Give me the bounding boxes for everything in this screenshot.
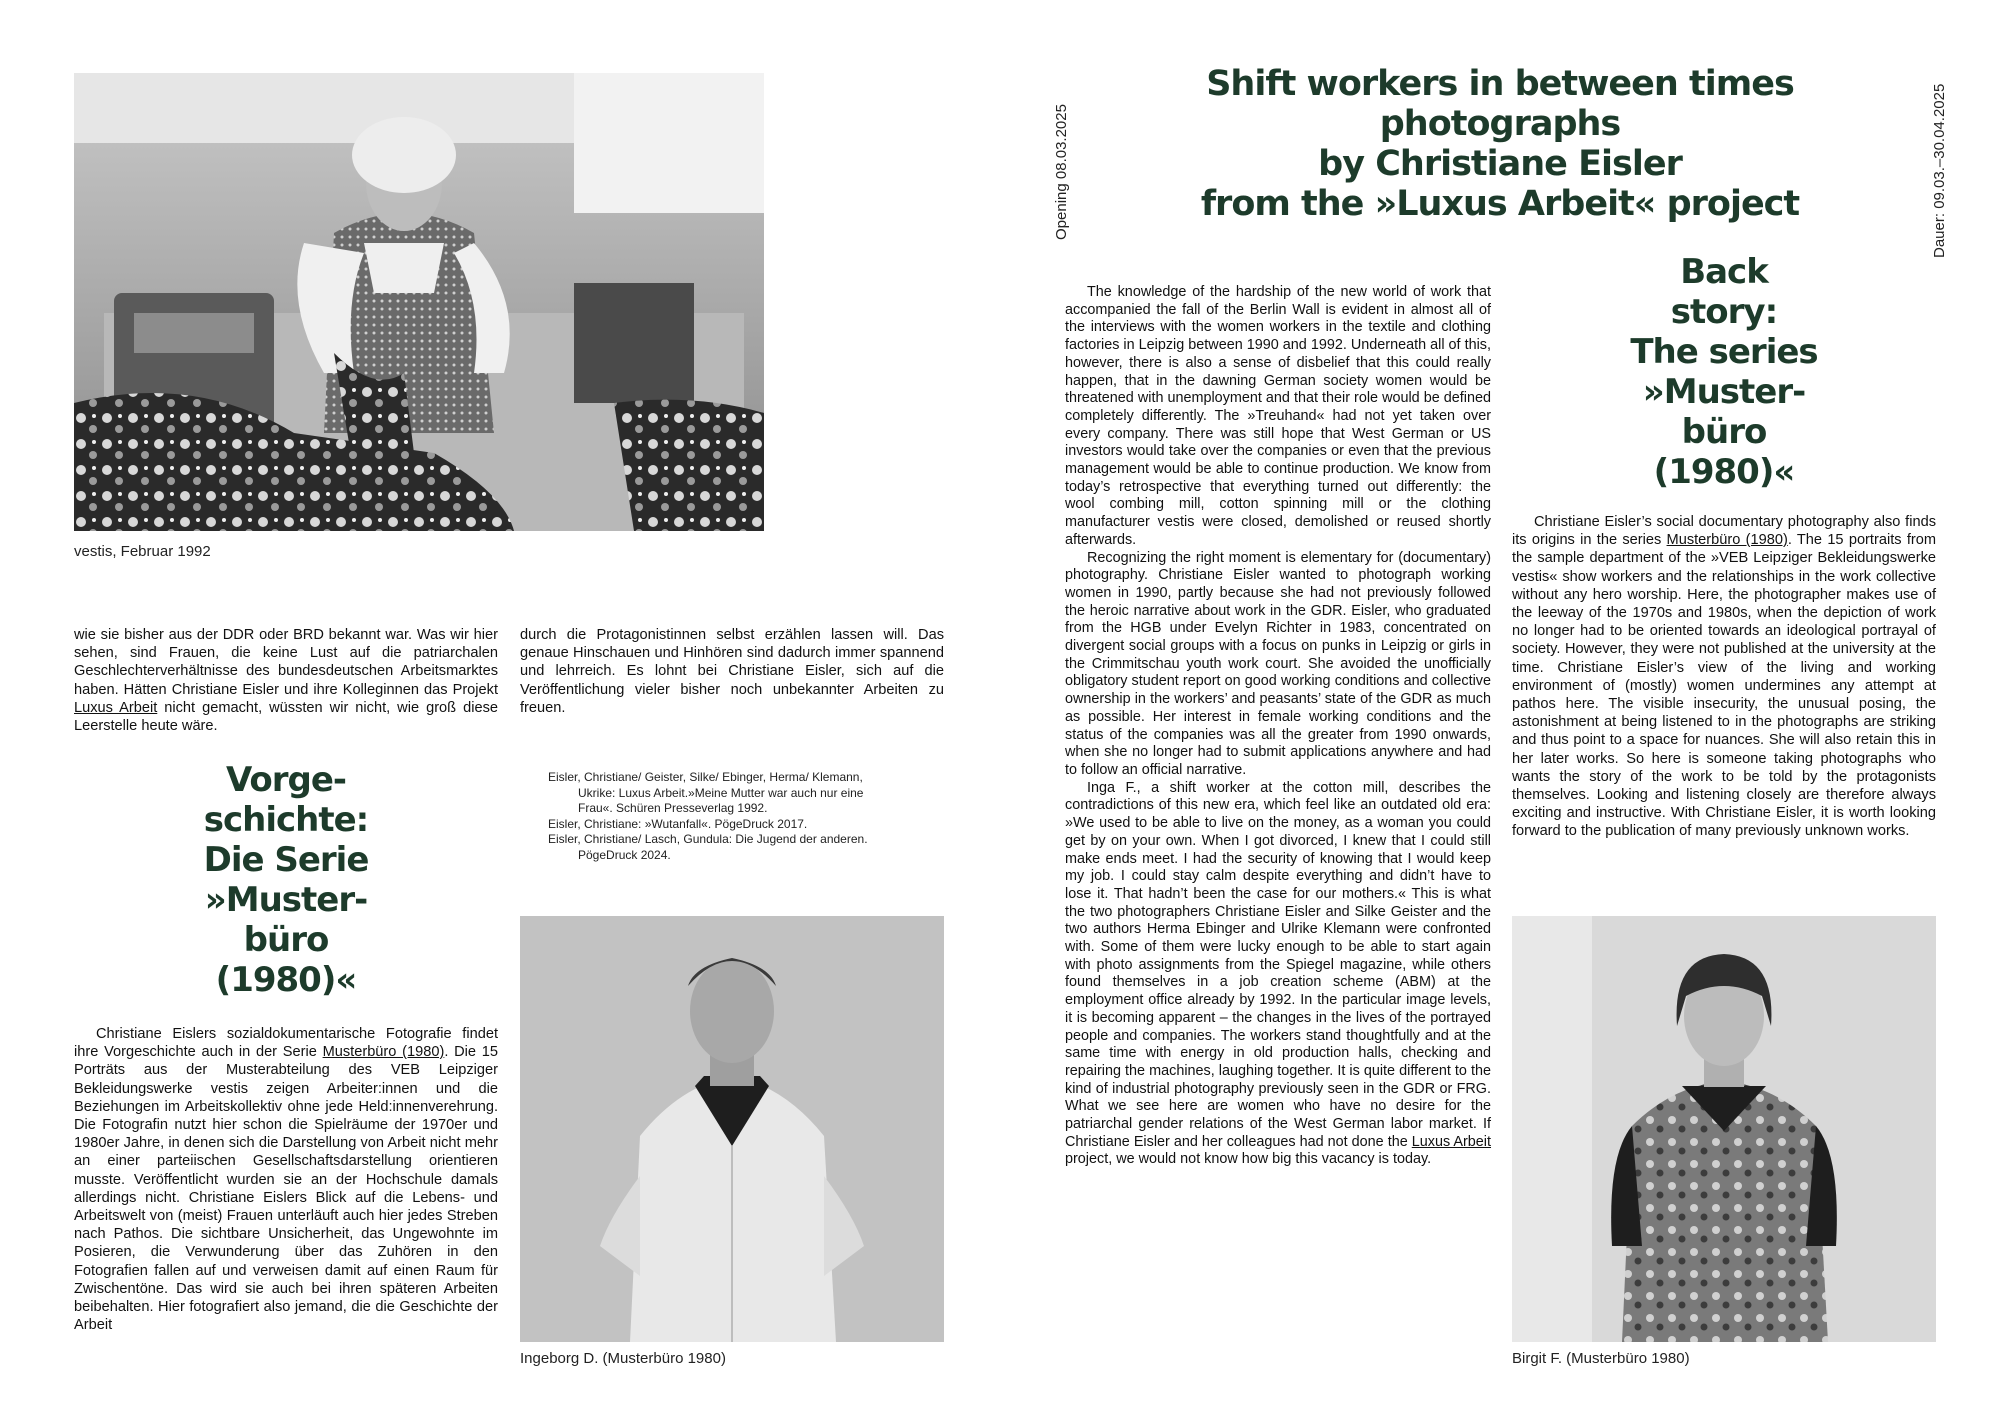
photo-birgit (1512, 916, 1936, 1342)
heading-line: büro (1681, 412, 1767, 452)
heading-line: büro (243, 920, 329, 960)
heading-line: story: (1670, 292, 1778, 332)
left-col1-paragraph: wie sie bisher aus der DDR oder BRD bekannt war. Was wir hier sehen, sind Frauen, die keine Lust auf die patriarchalen Geschlechterverhältnisse des bundesdeutschen Arbeitsmarktes haben. Hätten Christiane Eisler und ihre Kolleginnen das Projekt (74, 627, 498, 698)
main-paragraph-3: Inga F., a shift worker at the cotton mill, describes the contradictions of this new era, which feel like an outdated old era: »We used to be able to live on the money, as a woman you could get by on your own. When I got divorced, I knew that I could still make ends meet. I had the security of knowing that I would keep my job. I could stay calm despite everything and didn’t have to lose it. That hadn’t been the case for our mothers.« This is what the two photographers Christiane Eisler and Silke Geister and the two authors Herma Ebinger and Ulrike Klemann were confronted with. Some of them were lucky enough to be able to start again with photo assignments from the Spiegel magazine, while others found themselves in a job creation scheme (ABM) at the employment office already by 1992. In the particular image levels, it is becoming apparent – the changes in the lives of the portrayed people and companies. The workers stand thoughtfully and at the same time with energy in old production halls, checking and repairing the machines, laughing together. It is quite different to the kind of industrial photography previously seen in the GDR or FRG. What we see here are women who have no desire for the patriarchal gender relations of the West German labor market. If Christiane Eisler and her colleagues had not done the (1065, 779, 1491, 1150)
title-line: by Christiane Eisler (1318, 144, 1682, 184)
photo-seamstress (74, 73, 764, 531)
main-english-text (1065, 284, 1491, 1169)
vorgeschichte-rest: . Die 15 Porträts aus der Musterabteilung des VEB Leipziger Bekleidungswerke vestis zeigen Arbeiter:innen und die Beziehungen im Arbeitskollektiv ohne jede Held:innenverehrung. Die Fotografin nutzt hier schon die Spielräume der 1970er und 1980er Jahre, in denen sich die Darstellung von Arbeit nicht mehr an einer parteiischen Gesellschaftsdarstellung orientieren musste. Veröffentlicht wurden sie an der Hochschule damals allerdings nicht. Christiane Eislers Blick auf die Lebens- und Arbeitswelt von (meist) Frauen unterläuft auch hier jedes Streben nach Pathos. Die sichtbare Unsicherheit, das Ungewohnte im Posieren, die Verwunderung über das Zuhören in den Fotografien fallen auf und verweisen damit auf einen Raum für Zwischentöne. Das wird sie auch bei ihren späteren Arbeiten beibehalten. Hier fotografiert also jemand, die die Geschichte der Arbeit (74, 1044, 498, 1334)
references-list (548, 770, 888, 863)
main-paragraph-2: Recognizing the right moment is elementary for (documentary) photography. Christiane Eisler wanted to photograph working women in 1990, partly because she had not previously followed the heroic narrative about work in the GDR. Eisler, who graduated from the HGB under Evelyn Richter in 1983, concentrated on divergent social groups with a focus on punks in Leipzig or girls in the Crimmitschau youth work court. She avoided the unofficially obligatory student report on good working conditions and collective ownership in the workers’ and peasants’ state of the GDR as much as possible. Her interest in female working conditions and the status of the companies was all the greater from 1990 onwards, when she no longer had to submit applications anywhere and had to follow an official narrative. (1065, 549, 1491, 778)
caption-top-photo: vestis, Februar 1992 (74, 543, 211, 560)
link-musterbuero-de[interactable]: Musterbüro (1980) (322, 1044, 445, 1061)
left-col1-paragraph-end: nicht gemacht, wüssten wir nicht, wie groß diese Leerstelle heute wäre. (74, 699, 498, 735)
link-luxus-arbeit-de[interactable]: Luxus Arbeit (74, 699, 158, 716)
vorgeschichte-start: Christiane Eislers sozialdokumentarische Fotografie findet ihre Vorgeschichte auch in der Serie (74, 1026, 498, 1061)
heading-line: »Muster- (1642, 372, 1806, 412)
heading-line: (1980)« (215, 960, 357, 1000)
title-line: Shift workers in between times (1206, 64, 1794, 104)
heading-vorgeschichte (74, 760, 498, 1000)
heading-line: The series (1630, 332, 1818, 372)
left-col2-paragraph: durch die Protagonistinnen selbst erzählen lassen will. Das genaue Hinschauen und Hinhören sind dadurch immer spannend und lehrreich. Es lohnt bei Christiane Eisler, sich auf die Veröffentlichung vieler bisher noch unbekannter Arbeiten zu freuen. (520, 627, 944, 716)
title-line: from the »Luxus Arbeit« project (1200, 184, 1800, 224)
photo-ingeborg (520, 916, 944, 1342)
heading-line: (1980)« (1653, 452, 1795, 492)
backstory-start: Christiane Eisler’s social documentary photography also finds its origins in the series (1512, 514, 1936, 549)
caption-birgit: Birgit F. (Musterbüro 1980) (1512, 1350, 1690, 1367)
backstory-rest: . The 15 portraits from the sample department of the »VEB Leipziger Bekleidungswerke vestis« show workers and the relationships in the work collective without any hero worship. Here, the photographer makes use of the leeway of the 1970s and 1980s, when the depiction of work no longer had to be oriented towards an ideological portrayal of society. However, they were not published at the university at the time. Christiane Eisler’s view of the living and working environment of (mostly) women undermines any attempt at pathos here. The visible insecurity, the unusual posing, the astonishment at being listened to in the photographs are striking and thus point to a space for nuances. She will also retain this in her later works. So here is someone taking photographs who wants the story of the work to be told by the protagonists themselves. Looking and listening closely are therefore always exciting and instructive. With Christiane Eisler, it is worth looking forward to the publication of many previously unknown works. (1512, 532, 1937, 840)
link-musterbuero-en[interactable]: Musterbüro (1980) (1666, 532, 1788, 549)
reference-item: Eisler, Christiane/ Lasch, Gundula: Die Jugend der anderen. PögeDruck 2024. (548, 832, 868, 862)
left-col2-text (520, 626, 944, 717)
main-title (1085, 64, 1915, 224)
title-line: photographs (1379, 104, 1621, 144)
heading-backstory (1512, 252, 1936, 492)
heading-line: »Muster- (204, 880, 368, 920)
backstory-text (1512, 513, 1936, 841)
reference-item: Eisler, Christiane/ Geister, Silke/ Ebinger, Herma/ Klemann, Ukrike: Luxus Arbeit.»Meine Mutter war auch nur eine Frau«. Schüren Presseverlag 1992. (548, 770, 864, 815)
left-col1-text (74, 626, 498, 735)
heading-line: schichte: (203, 800, 369, 840)
heading-line: Vorge- (225, 760, 347, 800)
main-paragraph-3-end: project, we would not know how big this vacancy is today. (1065, 1151, 1432, 1168)
heading-line: Die Serie (203, 840, 369, 880)
vertical-opening-date: Opening 08.03.2025 (1053, 104, 1070, 240)
link-luxus-arbeit-en[interactable]: Luxus Arbeit (1411, 1133, 1492, 1150)
reference-item: Eisler, Christiane: »Wutanfall«. PögeDruck 2017. (548, 816, 808, 831)
caption-ingeborg: Ingeborg D. (Musterbüro 1980) (520, 1350, 726, 1367)
vorgeschichte-text (74, 1025, 498, 1334)
heading-line: Back (1680, 252, 1768, 292)
main-paragraph-1: The knowledge of the hardship of the new world of work that accompanied the fall of the Berlin Wall is evident in almost all of the interviews with the women workers in the textile and clothing factories in Leipzig between 1990 and 1992. Underneath all of this, however, there is also a sense of disbelief that this could really happen, that in the dawning German society women would be threatened with unemployment and that their role would be defined completely differently. The »Treuhand« had not yet taken over every company. There was still hope that West German or US investors would take over the companies or even that the previous management would be able to continue production. We know from today’s retrospective that everything turned out differently: the wool combing mill, cotton spinning mill or the clothing manufacturer vestis were closed, demolished or reused shortly afterwards. (1065, 284, 1491, 548)
vertical-duration: Dauer: 09.03.–30.04.2025 (1931, 83, 1948, 258)
